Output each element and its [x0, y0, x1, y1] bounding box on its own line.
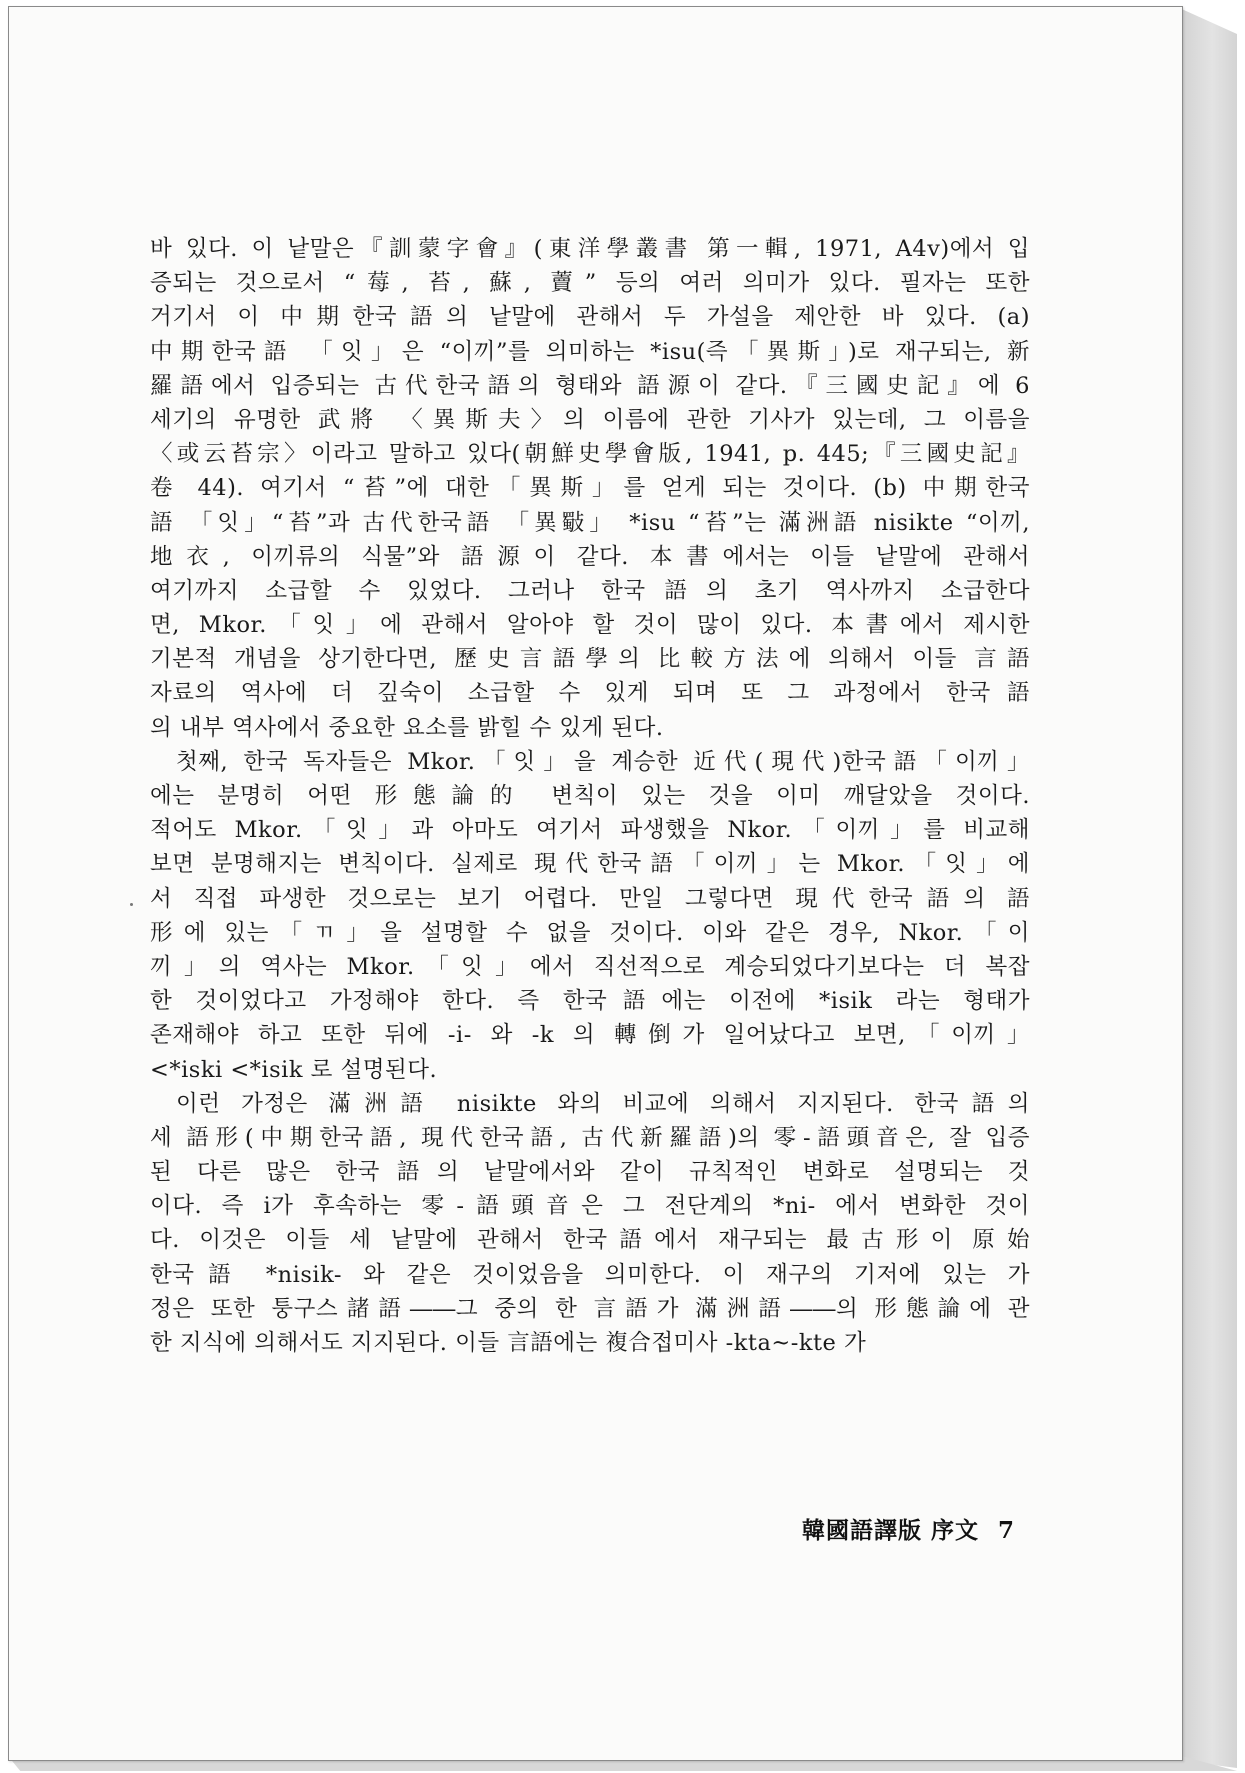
page-number: 7: [997, 1517, 1015, 1544]
page-edge-side: [1175, 6, 1237, 1768]
text-line: 地衣, 이끼류의 식물”와 語源이 같다. 本書에서는 이들 낱말에 관해서: [150, 543, 1030, 570]
text-line: 증되는 것으로서 “莓, 苔, 蘇, 藚” 등의 여러 의미가 있다. 필자는 또한: [150, 270, 1030, 297]
text-line: 거기서 이 中期한국語의 낱말에 관해서 두 가설을 제안한 바 있다. (a): [150, 304, 1030, 331]
text-line: 서 직접 파생한 것으로는 보기 어렵다. 만일 그렇다면 現代한국語의 語: [150, 885, 1030, 912]
text-line: 이다. 즉 i가 후속하는 零-語頭音은 그 전단계의 *ni- 에서 변화한 것이: [150, 1193, 1030, 1220]
text-line: 자료의 역사에 더 깊숙이 소급할 수 있게 되며 또 그 과정에서 한국語: [150, 680, 1030, 707]
paragraph: [150, 232, 1030, 745]
page-body: [150, 232, 1030, 1360]
text-line: 한 것이었다고 가정해야 한다. 즉 한국語에는 이전에 *isik 라는 형태가: [150, 988, 1030, 1015]
text-line: 이런 가정은 滿洲語 nisikte 와의 비교에 의해서 지지된다. 한국語의: [176, 1090, 1030, 1117]
paragraph: [150, 1087, 1030, 1361]
text-line: 첫째, 한국 독자들은 Mkor.「잇」을 계승한 近代(現代)한국語「이끼」: [176, 748, 1030, 775]
text-line: 보면 분명해지는 변칙이다. 실제로 現代한국語「이끼」는 Mkor.「잇」에: [150, 851, 1030, 878]
text-line: 정은 또한 퉁구스諸語――그 중의 한 言語가 滿洲語――의 形態論에 관: [150, 1295, 1030, 1322]
text-line: 세기의 유명한 武將 〈異斯夫〉의 이름에 관한 기사가 있는데, 그 이름을: [150, 406, 1030, 433]
text-line: 다. 이것은 이들 세 낱말에 관해서 한국語에서 재구되는 最古形이 原始: [150, 1227, 1030, 1254]
text-line: 에는 분명히 어떤 形態論的 변칙이 있는 것을 이미 깨달았을 것이다.: [150, 783, 1030, 809]
text-line: 된 다른 많은 한국語의 낱말에서와 같이 규칙적인 변화로 설명되는 것: [150, 1159, 1030, 1186]
text-line: 적어도 Mkor.「잇」과 아마도 여기서 파생했을 Nkor.「이끼」를 비교해: [150, 817, 1030, 844]
text-line: 세 語形(中期한국語, 現代한국語, 古代新羅語)의 零-語頭音은, 잘 입증: [150, 1124, 1030, 1151]
running-footer: [745, 1512, 1015, 1545]
text-line: 여기까지 소급할 수 있었다. 그러나 한국語의 초기 역사까지 소급한다: [150, 577, 1030, 604]
text-line: 한국語 *nisik- 와 같은 것이었음을 의미한다. 이 재구의 기저에 있는 가: [150, 1261, 1030, 1288]
text-line: 기본적 개념을 상기한다면, 歷史言語學의 比較方法에 의해서 이들 言語: [150, 646, 1030, 673]
text-line: 바 있다. 이 낱말은『訓蒙字會』(東洋學叢書 第一輯, 1971, A4v)에서 입: [150, 236, 1030, 262]
text-line: 中期한국語 「잇」은 “이끼”를 의미하는 *isu(즉「異斯」)로 재구되는, 新: [150, 338, 1030, 365]
scan-speck: [130, 903, 133, 906]
text-line: 의 내부 역사에서 중요한 요소를 밝힐 수 있게 된다.: [150, 714, 664, 741]
text-line: 卷 44). 여기서 “苔”에 대한「異斯」를 얻게 되는 것이다. (b) 中期한국: [150, 475, 1030, 502]
paragraph: [150, 745, 1030, 1087]
text-line: 〈或云苔宗〉이라고 말하고 있다(朝鮮史學會版, 1941, p. 445;『三國史記』: [150, 441, 1030, 468]
text-line: 羅語에서 입증되는 古代한국語의 형태와 語源이 같다.『三國史記』에 6: [150, 372, 1030, 399]
text-line: 한 지식에 의해서도 지지된다. 이들 言語에는 複合접미사 -kta~-kte 가: [150, 1330, 867, 1356]
footer-title: 韓國語譯版 序文: [801, 1518, 979, 1544]
text-line: 존재해야 하고 또한 뒤에 -i- 와 -k 의 轉倒가 일어났다고 보면,「이끼」: [150, 1022, 1030, 1049]
text-line: 語 「잇」“苔”과 古代한국語 「異斀」 *isu “苔”는 滿洲語 nisikte “이끼,: [150, 509, 1030, 536]
text-line: 면, Mkor.「잇」에 관해서 알아야 할 것이 많이 있다. 本書에서 제시한: [150, 612, 1030, 639]
text-line: 形에 있는「ㄲ」을 설명할 수 없을 것이다. 이와 같은 경우, Nkor.「이: [150, 919, 1030, 946]
text-line: 끼」의 역사는 Mkor.「잇」에서 직선적으로 계승되었다기보다는 더 복잡: [150, 953, 1030, 980]
text-line: <*iski <*isik 로 설명된다.: [150, 1056, 438, 1083]
